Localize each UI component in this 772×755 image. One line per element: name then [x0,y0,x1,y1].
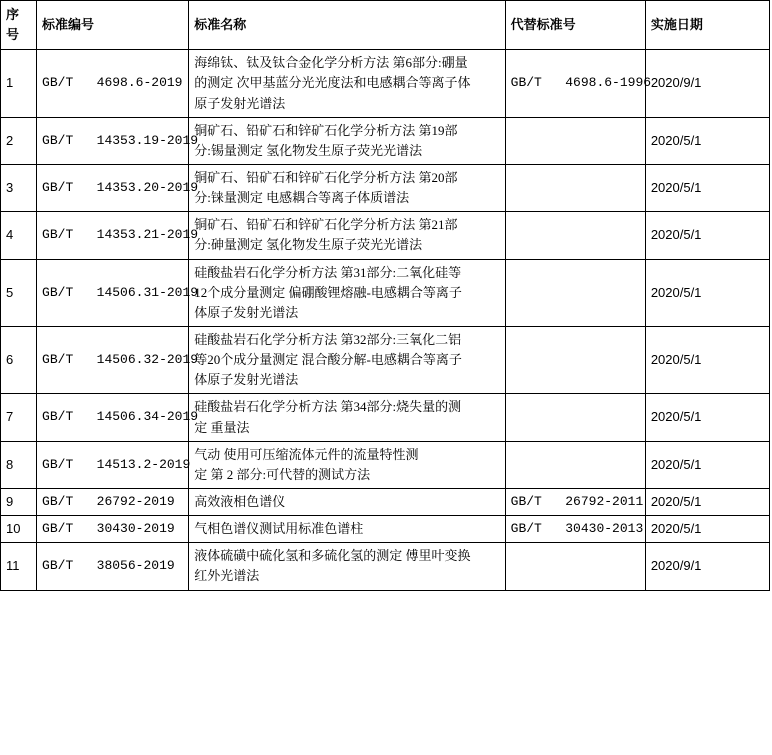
cell-effective-date: 2020/5/1 [645,488,769,515]
standard-name-line: 原子发射光谱法 [194,95,286,111]
cell-replaced-code [505,164,645,211]
table-header [1,1,770,50]
cell-effective-date: 2020/9/1 [645,543,769,590]
table-row [1,488,770,515]
standard-name-line: 分:铼量测定 电感耦合等离子体质谱法 [194,190,410,206]
table-row [1,164,770,211]
standard-name-line: 气相色谱仪测试用标准色谱柱 [194,521,364,537]
table-row [1,50,770,117]
column-header-replaced-code: 代替标准号 [505,1,645,50]
cell-standard-name [189,441,505,488]
cell-standard-code: GB/T 30430-2019 [37,516,189,543]
cell-standard-name [189,259,505,326]
column-header-sequence: 序号 [1,1,37,50]
cell-standard-code: GB/T 14353.21-2019 [37,212,189,259]
cell-replaced-code: GB/T 26792-2011 [505,488,645,515]
cell-standard-code: GB/T 14506.34-2019 [37,394,189,441]
cell-effective-date: 2020/5/1 [645,212,769,259]
cell-standard-name [189,117,505,164]
cell-standard-name [189,164,505,211]
cell-standard-name [189,543,505,590]
cell-standard-name [189,326,505,393]
standard-name-line: 气动 使用可压缩流体元件的流量特性测 [194,446,419,462]
cell-standard-code: GB/T 14353.19-2019 [37,117,189,164]
cell-sequence: 7 [1,394,37,441]
cell-effective-date: 2020/5/1 [645,394,769,441]
table-header-row [1,1,770,50]
standard-name-line: 12个成分量测定 偏硼酸锂熔融-电感耦合等离子 [194,284,462,300]
cell-effective-date: 2020/5/1 [645,516,769,543]
cell-standard-name [189,516,505,543]
cell-sequence: 2 [1,117,37,164]
cell-standard-code: GB/T 26792-2019 [37,488,189,515]
standard-name-line: 硅酸盐岩石化学分析方法 第31部分:二氧化硅等 [194,264,462,280]
standard-name-line: 等20个成分量测定 混合酸分解-电感耦合等离子 [194,352,462,368]
cell-sequence: 10 [1,516,37,543]
cell-replaced-code [505,259,645,326]
cell-sequence: 8 [1,441,37,488]
cell-standard-code: GB/T 14506.31-2019 [37,259,189,326]
cell-replaced-code: GB/T 30430-2013 [505,516,645,543]
standard-name-line: 定 重量法 [194,419,250,435]
cell-sequence: 6 [1,326,37,393]
table-row [1,212,770,259]
cell-replaced-code: GB/T 4698.6-1996 [505,50,645,117]
table-row [1,441,770,488]
cell-sequence: 9 [1,488,37,515]
cell-replaced-code [505,543,645,590]
cell-effective-date: 2020/5/1 [645,164,769,211]
standard-name-line: 液体硫磺中硫化氢和多硫化氢的测定 傅里叶变换 [194,548,471,564]
cell-replaced-code [505,326,645,393]
cell-sequence: 11 [1,543,37,590]
standard-name-line: 硅酸盐岩石化学分析方法 第34部分:烧失量的测 [194,399,462,415]
standard-name-line: 硅酸盐岩石化学分析方法 第32部分:三氧化二铝 [194,331,462,347]
standard-name-line: 定 第 2 部分:可代替的测试方法 [194,466,371,482]
cell-sequence: 3 [1,164,37,211]
column-header-effective-date: 实施日期 [645,1,769,50]
cell-standard-code: GB/T 14506.32-2019 [37,326,189,393]
cell-effective-date: 2020/5/1 [645,326,769,393]
cell-standard-code: GB/T 14513.2-2019 [37,441,189,488]
standard-name-line: 海绵钛、钛及钛合金化学分析方法 第6部分:硼量 [194,55,468,71]
cell-replaced-code [505,441,645,488]
cell-effective-date: 2020/5/1 [645,117,769,164]
standard-name-line: 的测定 次甲基蓝分光光度法和电感耦合等离子体 [194,75,471,91]
standard-name-line: 铜矿石、铅矿石和锌矿石化学分析方法 第19部 [194,122,458,138]
standard-name-line: 铜矿石、铅矿石和锌矿石化学分析方法 第21部 [194,217,458,233]
table-row [1,117,770,164]
standard-name-line: 高效液相色谱仪 [194,493,286,509]
cell-replaced-code [505,117,645,164]
cell-standard-code: GB/T 38056-2019 [37,543,189,590]
standard-name-line: 分:砷量测定 氢化物发生原子荧光光谱法 [194,237,423,253]
cell-standard-name [189,394,505,441]
table-row [1,326,770,393]
cell-effective-date: 2020/9/1 [645,50,769,117]
cell-standard-name [189,488,505,515]
standard-name-line: 分:锡量测定 氢化物发生原子荧光光谱法 [194,142,423,158]
column-header-standard-name: 标准名称 [189,1,505,50]
column-header-standard-code: 标准编号 [37,1,189,50]
cell-standard-code: GB/T 14353.20-2019 [37,164,189,211]
table-row [1,394,770,441]
table-row [1,543,770,590]
standard-name-line: 体原子发射光谱法 [194,304,299,320]
cell-effective-date: 2020/5/1 [645,259,769,326]
table-body [1,50,770,590]
cell-replaced-code [505,394,645,441]
cell-sequence: 4 [1,212,37,259]
table-row [1,516,770,543]
cell-replaced-code [505,212,645,259]
cell-standard-name [189,50,505,117]
cell-sequence: 1 [1,50,37,117]
standard-name-line: 体原子发射光谱法 [194,372,299,388]
cell-standard-code: GB/T 4698.6-2019 [37,50,189,117]
standard-name-line: 铜矿石、铅矿石和锌矿石化学分析方法 第20部 [194,169,458,185]
standard-name-line: 红外光谱法 [194,568,260,584]
cell-effective-date: 2020/5/1 [645,441,769,488]
cell-standard-name [189,212,505,259]
table-row [1,259,770,326]
cell-sequence: 5 [1,259,37,326]
